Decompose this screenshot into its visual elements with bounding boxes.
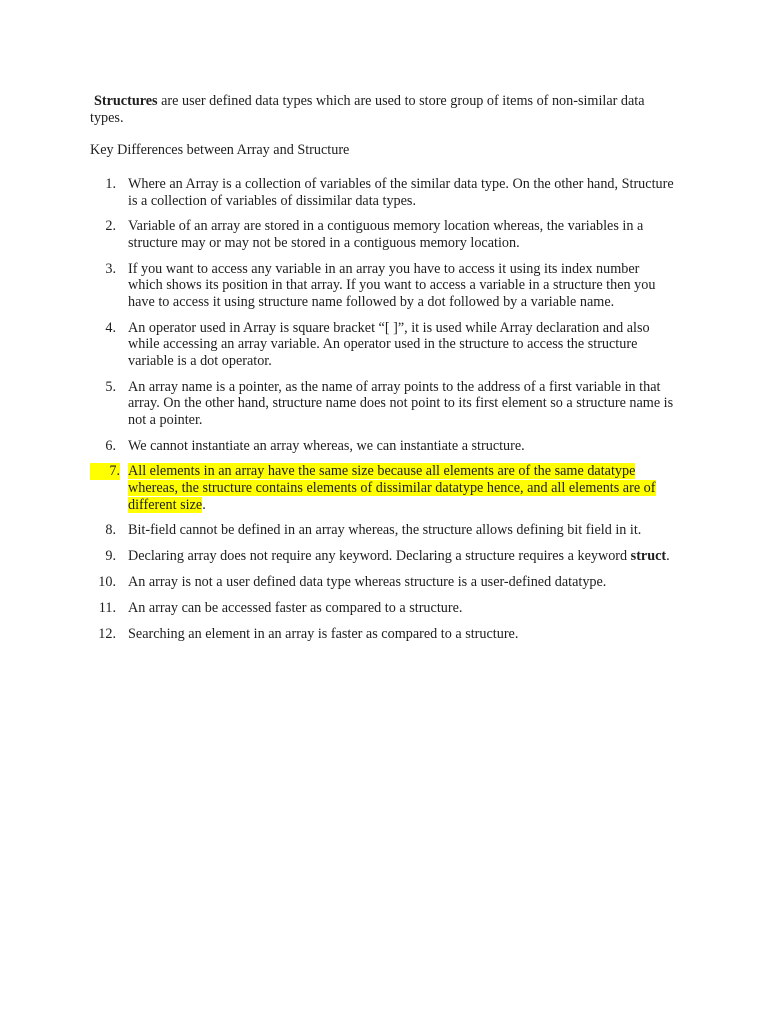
list-item-text: An array is not a user defined data type whereas structure is a user-defined datatype. <box>128 573 607 590</box>
list-item-tail: . <box>666 548 670 565</box>
list-item-4 <box>0 320 676 370</box>
list-item-text: An operator used in Array is square bracket “[ ]”, it is used while Array declaration and also while accessing an array variable. An operator used in the structure to access the structure variable is a dot operator. <box>128 319 650 369</box>
list-number: 8. <box>105 522 116 539</box>
intro-term: Structures <box>94 93 158 109</box>
list-item-text: Where an Array is a collection of variables of the similar data type. On the other hand, Structure is a collection of variables of dissimilar data types. <box>128 176 674 209</box>
differences-list <box>0 176 768 651</box>
list-number: 1. <box>105 176 116 192</box>
list-number: 10. <box>98 573 116 590</box>
list-item-text: Variable of an array are stored in a contiguous memory location whereas, the variables in a structure may or may not be stored in a contiguous memory location. <box>128 218 644 251</box>
list-item-7 <box>0 463 676 513</box>
list-item-text: Declaring array does not require any keyword. Declaring a structure requires a keyword <box>128 548 631 565</box>
list-number: 5. <box>105 378 116 395</box>
list-number: 12. <box>98 625 116 642</box>
list-item-8 <box>0 522 676 539</box>
list-item-6 <box>0 438 676 455</box>
section-heading: Key Differences between Array and Structure <box>90 142 350 158</box>
list-item-tail: . <box>202 496 206 513</box>
highlighted-text: All elements in an array have the same size because all elements are of the same datatype whereas, the structure contains elements of dissimilar datatype hence, and all elements are of different size <box>128 463 656 513</box>
list-item-text: Bit-field cannot be defined in an array whereas, the structure allows defining bit field in it. <box>128 522 642 539</box>
list-item-9 <box>0 548 676 565</box>
list-item-12 <box>0 626 676 643</box>
list-number: 9. <box>105 548 116 565</box>
list-number: 4. <box>105 319 116 336</box>
intro-text: are user defined data types which are used to store group of items of non-similar data types. <box>90 93 645 126</box>
list-item-1 <box>0 176 676 209</box>
list-item-text: Searching an element in an array is faster as compared to a structure. <box>128 625 519 642</box>
list-item-10 <box>0 574 676 591</box>
list-item-3 <box>0 261 676 311</box>
list-number: 3. <box>105 260 116 277</box>
list-number: 2. <box>105 218 116 235</box>
list-number: 11. <box>98 599 116 616</box>
intro-paragraph <box>90 93 680 126</box>
list-number: 6. <box>105 437 116 454</box>
keyword-struct: struct <box>630 548 667 565</box>
list-item-11 <box>0 600 676 617</box>
list-item-text: An array can be accessed faster as compared to a structure. <box>128 599 463 616</box>
list-item-2 <box>0 218 676 251</box>
list-item-text: If you want to access any variable in an array you have to access it using its index number which shows its position in that array. If you want to access a variable in a structure then you have to access it using structure name followed by a dot followed by a variable name. <box>128 260 656 310</box>
list-item-5 <box>0 379 676 429</box>
list-item-text: An array name is a pointer, as the name of array points to the address of a first variable in that array. On the other hand, structure name does not point to its first element so a structure name is not a pointer. <box>128 378 674 428</box>
list-number: 7. <box>90 463 120 480</box>
list-item-text: We cannot instantiate an array whereas, we can instantiate a structure. <box>128 437 525 454</box>
